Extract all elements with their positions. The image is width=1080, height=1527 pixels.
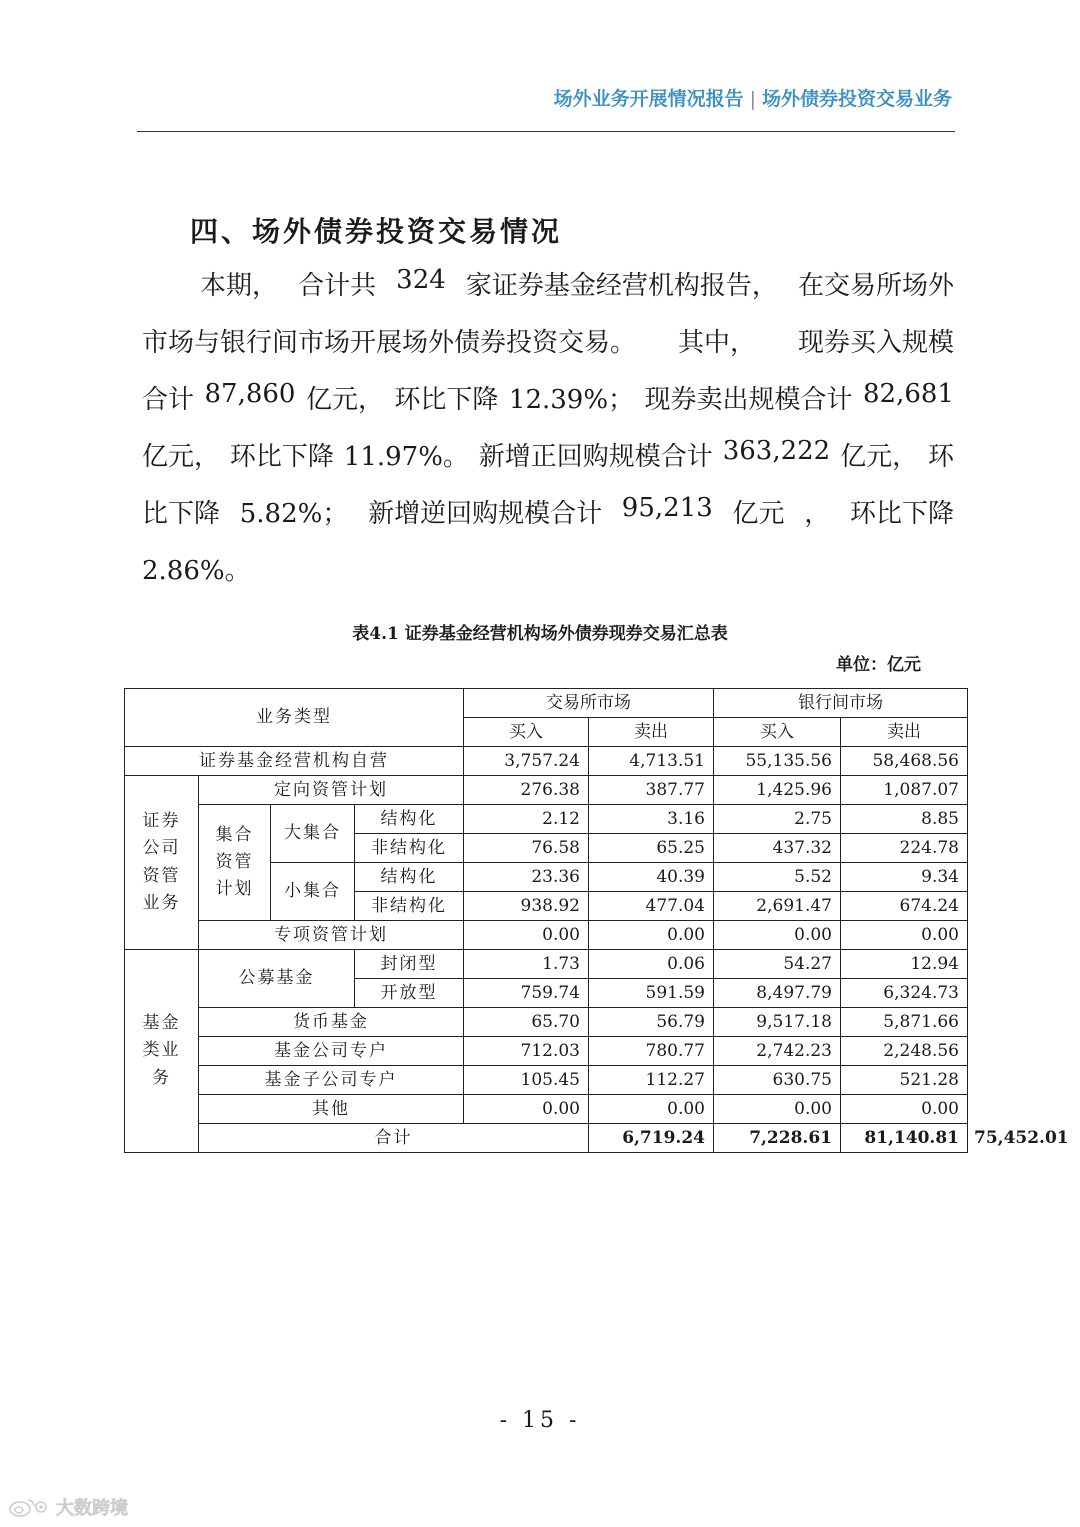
paragraph-segment: 324 [396, 265, 446, 295]
table-unit: 单位：亿元 [836, 655, 921, 675]
paragraph-segment: 87,860 [204, 379, 296, 409]
cell-interbank-buy: 8,497.79 [714, 979, 841, 1008]
cell-exchange-buy: 712.03 [464, 1037, 589, 1066]
cell-interbank-sell: 0.00 [841, 1095, 968, 1124]
paragraph-segment: 市场与银行间市场开展场外债券投资交易。 [142, 328, 637, 358]
paragraph-segment: 363,222 [722, 436, 831, 466]
cell-exchange-buy: 105.45 [464, 1066, 589, 1095]
header-interbank-buy: 买入 [714, 718, 841, 747]
row-label: 非结构化 [355, 892, 464, 921]
header-report-title: 场外业务开展情况报告 [553, 88, 744, 110]
cell-exchange-buy: 65.70 [464, 1008, 589, 1037]
cell-interbank-sell: 8.85 [841, 805, 968, 834]
paragraph-segment: 82,681 [863, 379, 954, 409]
paragraph-segment: 95,213 [621, 493, 713, 523]
paragraph-segment: 亿元， [305, 385, 384, 415]
cell-exchange-sell: 65.25 [589, 834, 714, 863]
body-paragraph [142, 265, 954, 607]
table-row [125, 805, 968, 834]
cell-exchange-buy: 2.12 [464, 805, 589, 834]
paragraph-segment: 5.82%； [239, 499, 349, 529]
cell-exchange-sell: 112.27 [589, 1066, 714, 1095]
cell-interbank-sell: 1,087.07 [841, 776, 968, 805]
paragraph-segment: 11.97%。 [343, 442, 469, 472]
row-label: 证券基金经营机构自营 [125, 747, 464, 776]
paragraph-segment: 环 [927, 442, 954, 472]
cell-interbank-buy: 437.32 [714, 834, 841, 863]
table-row [125, 950, 968, 979]
cell-interbank-buy: 54.27 [714, 950, 841, 979]
cell-exchange-sell: 591.59 [589, 979, 714, 1008]
row-label: 专项资管计划 [199, 921, 464, 950]
cell-interbank-sell: 2,248.56 [841, 1037, 968, 1066]
row-label: 基金子公司专户 [199, 1066, 464, 1095]
paragraph-segment: 比下降 [142, 499, 221, 529]
header-business-type: 业务类型 [125, 689, 464, 747]
cell-exchange-buy: 1.73 [464, 950, 589, 979]
header-interbank-sell: 卖出 [841, 718, 968, 747]
table-caption: 表4.1 证券基金经营机构场外债券现券交易汇总表 [352, 624, 728, 644]
cell-interbank-sell: 674.24 [841, 892, 968, 921]
cell-exchange-sell: 0.06 [589, 950, 714, 979]
group-large-collective: 大集合 [271, 805, 355, 863]
cell-exchange-buy: 938.92 [464, 892, 589, 921]
cell-exchange-sell: 0.00 [589, 921, 714, 950]
paragraph-line [142, 550, 954, 607]
cell-interbank-sell: 12.94 [841, 950, 968, 979]
row-label: 其他 [199, 1095, 464, 1124]
paragraph-segment: 新增正回购规模合计 [478, 442, 713, 472]
paragraph-segment: 12.39%； [508, 385, 635, 415]
paragraph-line [142, 493, 954, 550]
cell-exchange-sell: 56.79 [589, 1008, 714, 1037]
cell-exchange-sell: 0.00 [589, 1095, 714, 1124]
bond-trading-summary-table [124, 688, 1069, 1153]
table-row [125, 1008, 968, 1037]
watermark [8, 1494, 128, 1520]
paragraph-segment: 合计 [142, 385, 195, 415]
cell-exchange-buy: 0.00 [464, 921, 589, 950]
cell-exchange-buy: 0.00 [464, 1095, 589, 1124]
cell-exchange-sell: 780.77 [589, 1037, 714, 1066]
paragraph-line [142, 265, 954, 322]
group-small-collective: 小集合 [271, 863, 355, 921]
cell-interbank-sell: 58,468.56 [841, 747, 968, 776]
cell-exchange-sell: 7,228.61 [714, 1124, 841, 1153]
header-exchange-sell: 卖出 [589, 718, 714, 747]
cell-interbank-buy: 81,140.81 [841, 1124, 968, 1153]
header-interbank-market: 银行间市场 [714, 689, 968, 718]
paragraph-segment: ， [804, 499, 831, 529]
paragraph-segment: 合计共 [298, 271, 377, 301]
paragraph-segment: 其中， [677, 328, 756, 358]
header-rule [137, 131, 955, 132]
paragraph-segment: 在交易所场外 [797, 271, 954, 301]
cell-exchange-buy: 276.38 [464, 776, 589, 805]
group-public-fund: 公募基金 [199, 950, 355, 1008]
cell-interbank-buy: 1,425.96 [714, 776, 841, 805]
header-exchange-market: 交易所市场 [464, 689, 714, 718]
cell-exchange-buy: 6,719.24 [589, 1124, 714, 1153]
table-row [125, 1037, 968, 1066]
cell-exchange-sell: 40.39 [589, 863, 714, 892]
paragraph-segment: 现券买入规模 [797, 328, 954, 358]
cell-interbank-buy: 0.00 [714, 921, 841, 950]
table-row [125, 1066, 968, 1095]
row-label: 货币基金 [199, 1008, 464, 1037]
group-fund-business: 基金 类业 务 [125, 950, 199, 1153]
paragraph-segment: 本期， [200, 271, 279, 301]
cell-interbank-buy: 55,135.56 [714, 747, 841, 776]
group-securities-am: 证券 公司 资管 业务 [125, 776, 199, 950]
cell-exchange-sell: 477.04 [589, 892, 714, 921]
cell-exchange-sell: 387.77 [589, 776, 714, 805]
table-header-row [125, 689, 968, 718]
header-section-title: 场外债券投资交易业务 [761, 88, 952, 110]
table-total-row: 合计 6,719.24 7,228.61 81,140.81 75,452.01 [125, 1124, 968, 1153]
header-exchange-buy: 买入 [464, 718, 589, 747]
cell-interbank-buy: 9,517.18 [714, 1008, 841, 1037]
watermark-text: 大数跨境 [56, 1498, 128, 1519]
table-row [125, 776, 968, 805]
paragraph-segment: 现券卖出规模合计 [644, 385, 853, 415]
cell-interbank-buy: 2,691.47 [714, 892, 841, 921]
paragraph-segment: 环比下降 [229, 442, 334, 472]
running-header [554, 84, 952, 111]
row-label: 开放型 [355, 979, 464, 1008]
cell-exchange-buy: 76.58 [464, 834, 589, 863]
cell-interbank-sell: 224.78 [841, 834, 968, 863]
cell-exchange-sell: 4,713.51 [589, 747, 714, 776]
row-label: 结构化 [355, 805, 464, 834]
cell-interbank-buy: 2,742.23 [714, 1037, 841, 1066]
cell-exchange-buy: 23.36 [464, 863, 589, 892]
paragraph-segment: 新增逆回购规模合计 [368, 499, 603, 529]
row-label: 合计 [199, 1124, 589, 1153]
cell-interbank-sell: 9.34 [841, 863, 968, 892]
row-label: 结构化 [355, 863, 464, 892]
cell-interbank-buy: 5.52 [714, 863, 841, 892]
cell-exchange-buy: 759.74 [464, 979, 589, 1008]
paragraph-segment: 亿元， [142, 442, 221, 472]
cell-exchange-buy: 3,757.24 [464, 747, 589, 776]
table-row [125, 1095, 968, 1124]
group-collective-plan: 集合 资管 计划 [199, 805, 271, 921]
row-label: 非结构化 [355, 834, 464, 863]
cell-interbank-sell: 5,871.66 [841, 1008, 968, 1037]
paragraph-line [142, 379, 954, 436]
cell-interbank-buy: 2.75 [714, 805, 841, 834]
cell-exchange-sell: 3.16 [589, 805, 714, 834]
page-number: - 15 - [499, 1408, 581, 1433]
paragraph-segment: 环比下降 [849, 499, 954, 529]
paragraph-segment: 亿元 [732, 499, 785, 529]
paragraph-line [142, 436, 954, 493]
table-row [125, 921, 968, 950]
paragraph-segment: 亿元， [840, 442, 919, 472]
paragraph-line [142, 322, 954, 379]
cell-interbank-sell: 521.28 [841, 1066, 968, 1095]
cell-interbank-buy: 630.75 [714, 1066, 841, 1095]
row-label: 封闭型 [355, 950, 464, 979]
paragraph-segment: 家证券基金经营机构报告， [465, 271, 778, 301]
table-row [125, 747, 968, 776]
cell-interbank-sell: 0.00 [841, 921, 968, 950]
cell-interbank-sell: 6,324.73 [841, 979, 968, 1008]
paragraph-segment: 环比下降 [394, 385, 499, 415]
paragraph-segment: 2.86%。 [142, 556, 251, 586]
cell-interbank-buy: 0.00 [714, 1095, 841, 1124]
row-label: 基金公司专户 [199, 1037, 464, 1066]
header-divider: | [749, 88, 756, 110]
row-label: 定向资管计划 [199, 776, 464, 805]
section-title: 四、场外债券投资交易情况 [190, 215, 563, 248]
weibo-logo-icon [8, 1496, 50, 1518]
